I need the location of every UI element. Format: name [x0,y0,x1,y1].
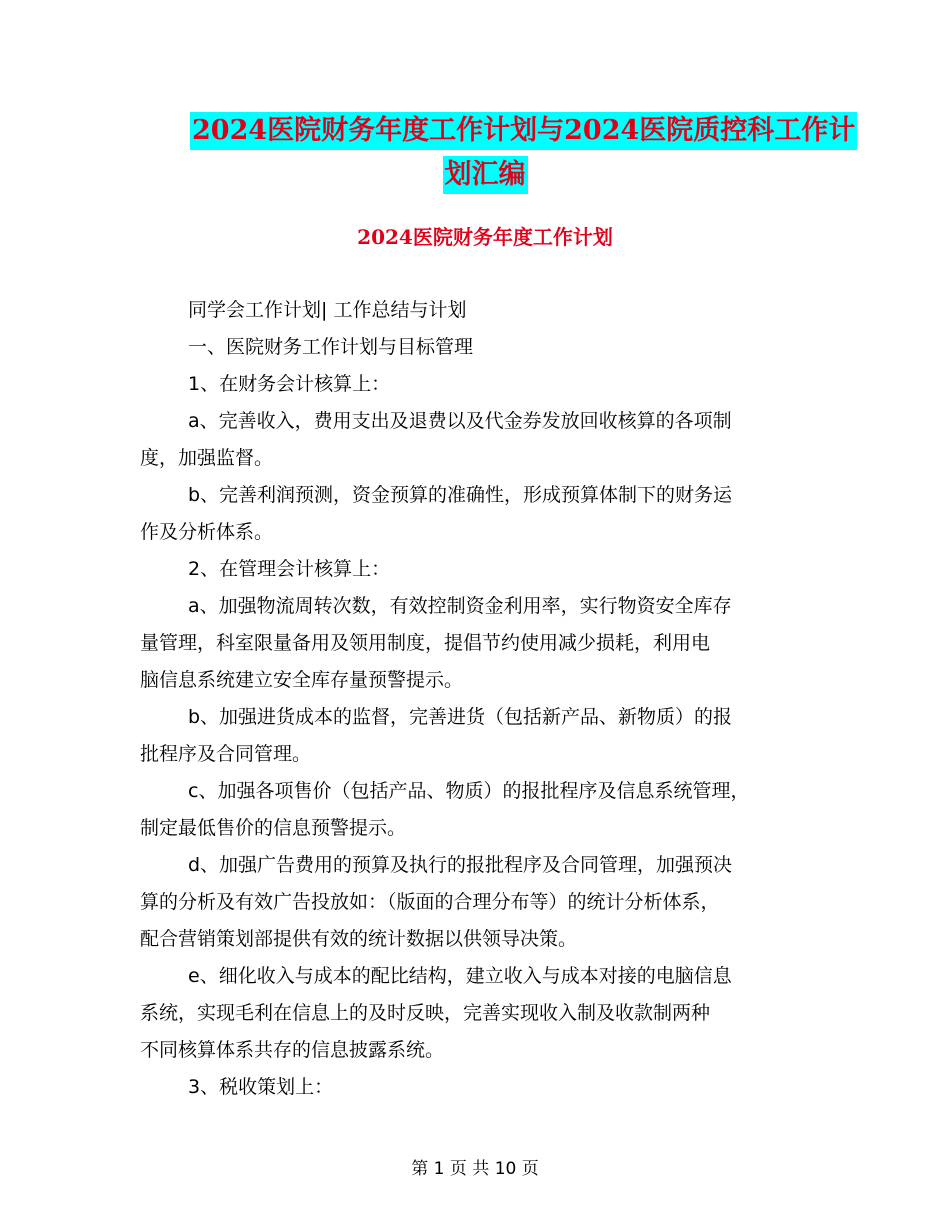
body-line: a、加强物流周转次数，有效控制资金利用率，实行物资安全库存 [188,595,732,617]
document-body [140,292,810,1106]
body-line: 1、在财务会计核算上： [188,373,391,395]
body-line: 脑信息系统建立安全库存量预警提示。 [140,669,464,691]
body-line: c、加强各项售价（包括产品、物质）的报批程序及信息系统管理， [188,780,750,802]
body-line: 算的分析及有效广告投放如：（版面的合理分布等）的统计分析体系， [140,891,720,913]
body-line: 同学会工作计划| 工作总结与计划 [188,299,467,321]
body-line: 3、税收策划上： [188,1076,334,1098]
page-footer: 第 1 页 共 10 页 [411,1159,539,1179]
body-line: b、加强进货成本的监督，完善进货（包括新产品、新物质）的报 [188,706,733,728]
body-line: 制定最低售价的信息预警提示。 [140,817,407,839]
body-line: 配合营销策划部提供有效的统计数据以供领导决策。 [140,928,578,950]
document-title [140,112,856,194]
section-title: 2024医院财务年度工作计划 [357,225,613,249]
body-line: 量管理，科室限量备用及领用制度，提倡节约使用减少损耗，利用电 [140,632,711,654]
body-line: a、完善收入，费用支出及退费以及代金券发放回收核算的各项制 [188,410,732,432]
body-line: 系统，实现毛利在信息上的及时反映，完善实现收入制及收款制两种 [140,1002,711,1024]
body-line: 不同核算体系共存的信息披露系统。 [140,1039,445,1061]
title-line-1: 2024医院财务年度工作计划与2024医院质控科工作计 [190,112,857,150]
body-line: e、细化收入与成本的配比结构，建立收入与成本对接的电脑信息 [188,965,732,987]
body-line: 一、医院财务工作计划与目标管理 [188,336,474,358]
body-line: 批程序及合同管理。 [140,743,312,765]
title-line-2: 划汇编 [443,156,528,194]
body-line: 2、在管理会计核算上： [188,558,391,580]
body-line: b、完善利润预测，资金预算的准确性，形成预算体制下的财务运 [188,484,733,506]
body-line: 作及分析体系。 [140,521,274,543]
body-line: d、加强广告费用的预算及执行的报批程序及合同管理，加强预决 [188,854,733,876]
body-line: 度，加强监督。 [140,447,274,469]
